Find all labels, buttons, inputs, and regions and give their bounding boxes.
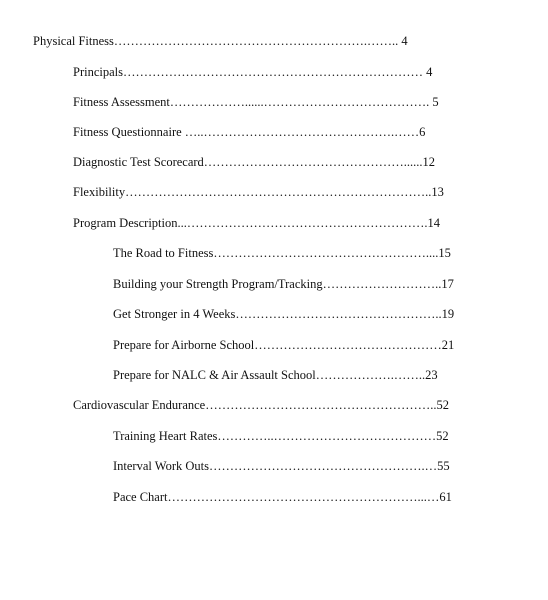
- toc-entry-training-heart-rates: Training Heart Rates…………..…………………………………52: [113, 429, 449, 443]
- toc-entry-flexibility: Flexibility………………………………………………………………..13: [73, 185, 444, 199]
- toc-entry-pace-chart: Pace Chart……………………………………………………...…61: [113, 490, 452, 504]
- toc-entry-physical-fitness: Physical Fitness…………………………………………………….…….. 4: [33, 34, 408, 48]
- toc-entry-cardiovascular-endurance: Cardiovascular Endurance………………………………………………..52: [73, 398, 449, 412]
- toc-entry-principals: Principals……………………………………………………………… 4: [73, 65, 433, 79]
- toc-entry-diagnostic-test-scorecard: Diagnostic Test Scorecard…………………………………………......12: [73, 155, 436, 169]
- toc-entry-road-to-fitness: The Road to Fitness……………………………………………....15: [113, 246, 451, 260]
- toc-entry-fitness-questionnaire: Fitness Questionnaire …..……………………………………….……6: [73, 125, 426, 139]
- toc-entry-airborne-school: Prepare for Airborne School………………………………………21: [113, 338, 455, 352]
- toc-entry-nalc-air-assault: Prepare for NALC & Air Assault School……………….……..23: [113, 368, 438, 382]
- toc-entry-get-stronger: Get Stronger in 4 Weeks…………………………………………..19: [113, 307, 455, 321]
- toc-entry-strength-program: Building your Strength Program/Tracking………………………..17: [113, 277, 454, 291]
- toc-entry-interval-work-outs: Interval Work Outs…………………………………………….…55: [113, 459, 450, 473]
- toc-entry-fitness-assessment: Fitness Assessment………………......…………………………………. 5: [73, 95, 439, 109]
- toc-entry-program-description: Program Description...………………………………………………….14: [73, 216, 440, 230]
